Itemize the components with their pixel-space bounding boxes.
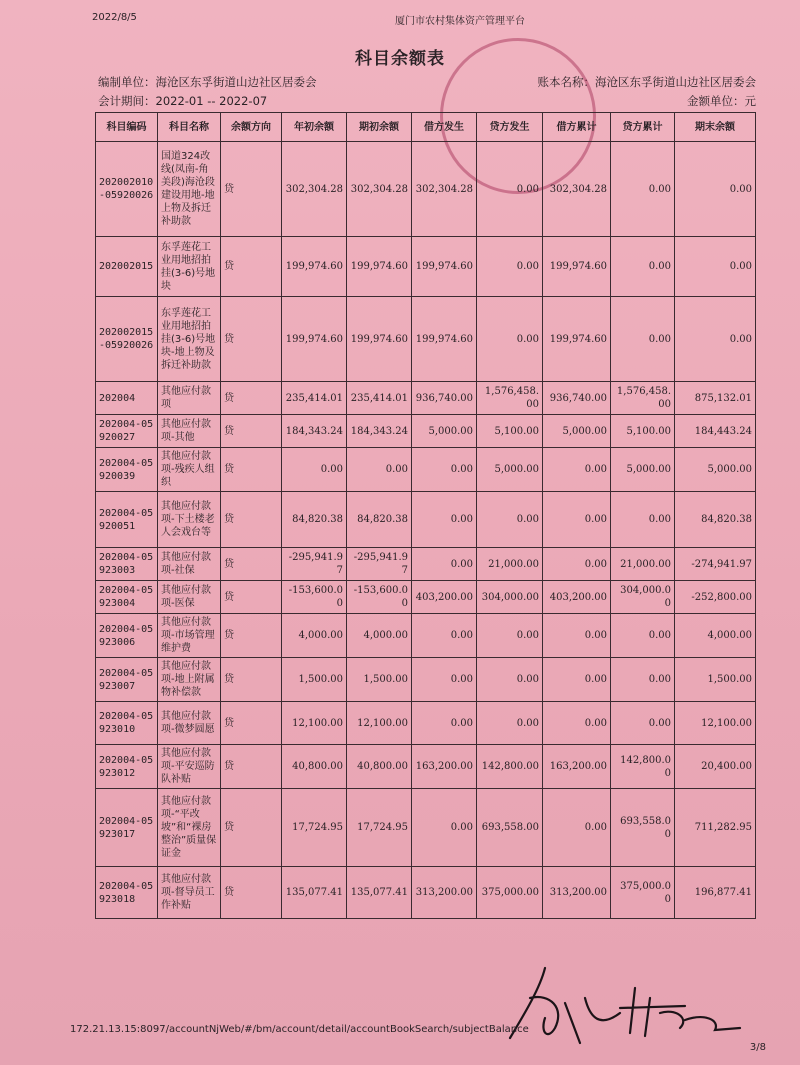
debit-amount: 0.00 xyxy=(412,789,477,867)
closing-balance: 0.00 xyxy=(675,297,756,382)
closing-balance: 711,282.95 xyxy=(675,789,756,867)
table-row xyxy=(96,548,756,581)
table-row xyxy=(96,382,756,415)
table-row xyxy=(96,297,756,382)
balance-direction: 贷 xyxy=(221,297,282,382)
credit-total: 0.00 xyxy=(611,492,675,548)
debit-amount: 302,304.28 xyxy=(412,142,477,237)
accounting-period: 会计期间：2022-01 -- 2022-07 xyxy=(98,94,268,108)
credit-amount: 0.00 xyxy=(477,297,543,382)
debit-amount: 0.00 xyxy=(412,448,477,492)
account-name: 其他应付款项-社保 xyxy=(158,548,221,581)
debit-total: 5,000.00 xyxy=(543,415,611,448)
account-code: 202004-05920039 xyxy=(96,448,158,492)
balance-direction: 贷 xyxy=(221,415,282,448)
credit-amount: 0.00 xyxy=(477,492,543,548)
credit-total: 21,000.00 xyxy=(611,548,675,581)
credit-total: 142,800.00 xyxy=(611,745,675,789)
subject-balance-table xyxy=(95,112,756,919)
opening-balance: -153,600.00 xyxy=(282,581,347,614)
closing-balance: 1,500.00 xyxy=(675,658,756,702)
debit-amount: 313,200.00 xyxy=(412,867,477,919)
handwritten-signature-icon xyxy=(470,958,770,1053)
account-name: 其他应付款项-“平改坡”和“裸房整治”质量保证金 xyxy=(158,789,221,867)
platform-name: 厦门市农村集体资产管理平台 xyxy=(395,16,525,27)
col-header: 科目名称 xyxy=(158,113,221,142)
period-opening-balance: 17,724.95 xyxy=(347,789,412,867)
debit-amount: 0.00 xyxy=(412,614,477,658)
closing-balance: 875,132.01 xyxy=(675,382,756,415)
opening-balance: 17,724.95 xyxy=(282,789,347,867)
opening-balance: 199,974.60 xyxy=(282,237,347,297)
account-code: 202004-05920051 xyxy=(96,492,158,548)
account-name: 其他应付款项-残疾人组织 xyxy=(158,448,221,492)
debit-amount: 936,740.00 xyxy=(412,382,477,415)
closing-balance: 4,000.00 xyxy=(675,614,756,658)
table-row xyxy=(96,867,756,919)
closing-balance: 196,877.41 xyxy=(675,867,756,919)
debit-total: 0.00 xyxy=(543,492,611,548)
account-name: 其他应付款项-市场管理维护费 xyxy=(158,614,221,658)
table-row xyxy=(96,142,756,237)
period-opening-balance: 84,820.38 xyxy=(347,492,412,548)
debit-amount: 0.00 xyxy=(412,658,477,702)
account-code: 202004-05923004 xyxy=(96,581,158,614)
credit-amount: 21,000.00 xyxy=(477,548,543,581)
closing-balance: 5,000.00 xyxy=(675,448,756,492)
credit-total: 0.00 xyxy=(611,702,675,745)
credit-amount: 0.00 xyxy=(477,237,543,297)
debit-total: 403,200.00 xyxy=(543,581,611,614)
account-code: 202004-05923007 xyxy=(96,658,158,702)
account-name: 东孚莲花工业用地招拍挂(3-6)号地块-地上物及拆迁补助款 xyxy=(158,297,221,382)
table-header-row xyxy=(96,113,756,142)
period-opening-balance: 12,100.00 xyxy=(347,702,412,745)
table-row xyxy=(96,745,756,789)
col-header: 余额方向 xyxy=(221,113,282,142)
closing-balance: 84,820.38 xyxy=(675,492,756,548)
debit-total: 199,974.60 xyxy=(543,237,611,297)
balance-direction: 贷 xyxy=(221,237,282,297)
closing-balance: -252,800.00 xyxy=(675,581,756,614)
opening-balance: 135,077.41 xyxy=(282,867,347,919)
period-opening-balance: 184,343.24 xyxy=(347,415,412,448)
account-code: 202002015-05920026 xyxy=(96,297,158,382)
balance-direction: 贷 xyxy=(221,448,282,492)
page-url: 172.21.13.15:8097/accountNjWeb/#/bm/account/detail/accountBookSearch/subjectBalance xyxy=(70,1024,529,1035)
account-code: 202004-05923017 xyxy=(96,789,158,867)
balance-direction: 贷 xyxy=(221,492,282,548)
opening-balance: -295,941.97 xyxy=(282,548,347,581)
credit-amount: 5,100.00 xyxy=(477,415,543,448)
account-name: 其他应付款项-其他 xyxy=(158,415,221,448)
opening-balance: 40,800.00 xyxy=(282,745,347,789)
col-header: 年初余额 xyxy=(282,113,347,142)
col-header: 借方发生 xyxy=(412,113,477,142)
opening-balance: 12,100.00 xyxy=(282,702,347,745)
debit-amount: 199,974.60 xyxy=(412,237,477,297)
page-number: 3/8 xyxy=(749,1042,766,1053)
opening-balance: 302,304.28 xyxy=(282,142,347,237)
debit-total: 0.00 xyxy=(543,658,611,702)
account-code: 202004 xyxy=(96,382,158,415)
credit-amount: 142,800.00 xyxy=(477,745,543,789)
table-row xyxy=(96,492,756,548)
balance-direction: 贷 xyxy=(221,548,282,581)
debit-total: 0.00 xyxy=(543,789,611,867)
balance-direction: 贷 xyxy=(221,581,282,614)
account-code: 202004-05923018 xyxy=(96,867,158,919)
account-name: 其他应付款项-平安巡防队补贴 xyxy=(158,745,221,789)
opening-balance: 84,820.38 xyxy=(282,492,347,548)
debit-amount: 403,200.00 xyxy=(412,581,477,614)
credit-total: 693,558.00 xyxy=(611,789,675,867)
account-code: 202004-05923012 xyxy=(96,745,158,789)
account-code: 202002015 xyxy=(96,237,158,297)
col-header: 贷方发生 xyxy=(477,113,543,142)
account-code: 202002010-05920026 xyxy=(96,142,158,237)
col-header: 期初余额 xyxy=(347,113,412,142)
debit-total: 0.00 xyxy=(543,614,611,658)
debit-amount: 163,200.00 xyxy=(412,745,477,789)
credit-amount: 0.00 xyxy=(477,142,543,237)
debit-amount: 0.00 xyxy=(412,548,477,581)
table-row xyxy=(96,614,756,658)
credit-total: 0.00 xyxy=(611,142,675,237)
credit-amount: 1,576,458.00 xyxy=(477,382,543,415)
debit-total: 163,200.00 xyxy=(543,745,611,789)
credit-total: 1,576,458.00 xyxy=(611,382,675,415)
credit-amount: 5,000.00 xyxy=(477,448,543,492)
credit-total: 5,100.00 xyxy=(611,415,675,448)
account-name: 其他应付款项-医保 xyxy=(158,581,221,614)
period-opening-balance: 1,500.00 xyxy=(347,658,412,702)
credit-total: 5,000.00 xyxy=(611,448,675,492)
table-row xyxy=(96,415,756,448)
opening-balance: 199,974.60 xyxy=(282,297,347,382)
credit-total: 0.00 xyxy=(611,297,675,382)
period-opening-balance: 40,800.00 xyxy=(347,745,412,789)
account-name: 其他应付款项-下土楼老人会戏台等 xyxy=(158,492,221,548)
closing-balance: -274,941.97 xyxy=(675,548,756,581)
opening-balance: 0.00 xyxy=(282,448,347,492)
account-name: 其他应付款项-微梦圆愿 xyxy=(158,702,221,745)
compiling-unit: 编制单位：海沧区东孚街道山边社区居委会 xyxy=(98,75,317,89)
balance-direction: 贷 xyxy=(221,745,282,789)
table-row xyxy=(96,581,756,614)
col-header: 贷方累计 xyxy=(611,113,675,142)
debit-total: 302,304.28 xyxy=(543,142,611,237)
balance-direction: 贷 xyxy=(221,702,282,745)
opening-balance: 235,414.01 xyxy=(282,382,347,415)
debit-total: 936,740.00 xyxy=(543,382,611,415)
balance-direction: 贷 xyxy=(221,382,282,415)
period-opening-balance: 199,974.60 xyxy=(347,237,412,297)
debit-amount: 5,000.00 xyxy=(412,415,477,448)
table-row xyxy=(96,658,756,702)
table-row xyxy=(96,237,756,297)
account-name: 其他应付款项-督导员工作补贴 xyxy=(158,867,221,919)
debit-total: 0.00 xyxy=(543,702,611,745)
period-opening-balance: -153,600.00 xyxy=(347,581,412,614)
account-book-name: 账本名称：海沧区东孚街道山边社区居委会 xyxy=(537,75,756,89)
opening-balance: 4,000.00 xyxy=(282,614,347,658)
credit-total: 304,000.00 xyxy=(611,581,675,614)
closing-balance: 0.00 xyxy=(675,237,756,297)
credit-total: 0.00 xyxy=(611,658,675,702)
closing-balance: 20,400.00 xyxy=(675,745,756,789)
closing-balance: 184,443.24 xyxy=(675,415,756,448)
period-opening-balance: 4,000.00 xyxy=(347,614,412,658)
account-name: 国道324改线(凤南-角美段)海沧段建设用地-地上物及拆迁补助款 xyxy=(158,142,221,237)
debit-total: 0.00 xyxy=(543,548,611,581)
debit-total: 313,200.00 xyxy=(543,867,611,919)
credit-amount: 304,000.00 xyxy=(477,581,543,614)
credit-amount: 0.00 xyxy=(477,614,543,658)
credit-amount: 0.00 xyxy=(477,658,543,702)
col-header: 科目编码 xyxy=(96,113,158,142)
table-row xyxy=(96,448,756,492)
credit-amount: 0.00 xyxy=(477,702,543,745)
table-row xyxy=(96,702,756,745)
balance-direction: 贷 xyxy=(221,867,282,919)
period-opening-balance: 135,077.41 xyxy=(347,867,412,919)
page-title: 科目余额表 xyxy=(355,49,445,69)
col-header: 期末余额 xyxy=(675,113,756,142)
balance-direction: 贷 xyxy=(221,789,282,867)
period-opening-balance: -295,941.97 xyxy=(347,548,412,581)
debit-amount: 0.00 xyxy=(412,702,477,745)
debit-amount: 0.00 xyxy=(412,492,477,548)
account-name: 东孚莲花工业用地招拍挂(3-6)号地块 xyxy=(158,237,221,297)
period-opening-balance: 199,974.60 xyxy=(347,297,412,382)
print-date: 2022/8/5 xyxy=(92,12,137,23)
credit-amount: 693,558.00 xyxy=(477,789,543,867)
period-opening-balance: 302,304.28 xyxy=(347,142,412,237)
account-code: 202004-05920027 xyxy=(96,415,158,448)
amount-unit: 金额单位：元 xyxy=(687,94,756,108)
debit-total: 199,974.60 xyxy=(543,297,611,382)
credit-total: 0.00 xyxy=(611,614,675,658)
closing-balance: 12,100.00 xyxy=(675,702,756,745)
balance-direction: 贷 xyxy=(221,614,282,658)
credit-total: 375,000.00 xyxy=(611,867,675,919)
period-opening-balance: 235,414.01 xyxy=(347,382,412,415)
account-name: 其他应付款项 xyxy=(158,382,221,415)
period-opening-balance: 0.00 xyxy=(347,448,412,492)
debit-total: 0.00 xyxy=(543,448,611,492)
account-code: 202004-05923003 xyxy=(96,548,158,581)
account-name: 其他应付款项-地上附属物补偿款 xyxy=(158,658,221,702)
opening-balance: 184,343.24 xyxy=(282,415,347,448)
debit-amount: 199,974.60 xyxy=(412,297,477,382)
col-header: 借方累计 xyxy=(543,113,611,142)
balance-direction: 贷 xyxy=(221,658,282,702)
credit-amount: 375,000.00 xyxy=(477,867,543,919)
credit-total: 0.00 xyxy=(611,237,675,297)
account-code: 202004-05923006 xyxy=(96,614,158,658)
opening-balance: 1,500.00 xyxy=(282,658,347,702)
account-code: 202004-05923010 xyxy=(96,702,158,745)
balance-direction: 贷 xyxy=(221,142,282,237)
table-row xyxy=(96,789,756,867)
closing-balance: 0.00 xyxy=(675,142,756,237)
